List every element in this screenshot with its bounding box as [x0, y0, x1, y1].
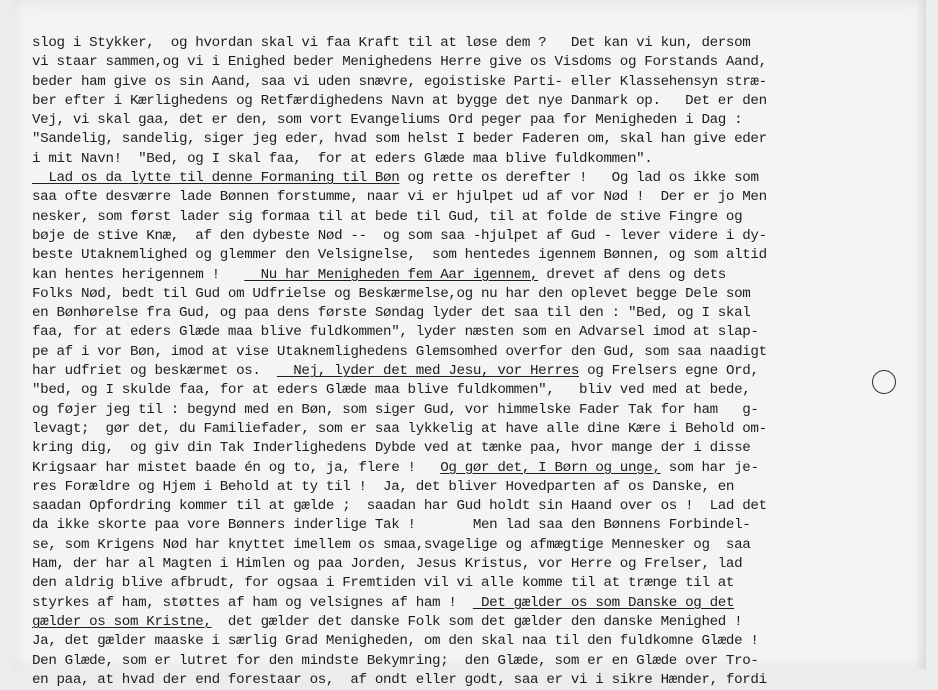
text-line	[32, 613, 922, 632]
text-line	[32, 671, 922, 690]
faded-header-marks	[292, 4, 712, 20]
typewritten-text	[32, 34, 922, 690]
text-run: "Sandelig, sandelig, siger jeg eder, hvad som helst I beder Faderen om, skal han give eder	[32, 131, 767, 148]
text-run: saa ofte desværre lade Bønnen forstumme, naar vi er hjulpet ud af vor Nød ! Der er jo Men	[32, 189, 767, 206]
text-run: en paa, at hvad der end forestaar os, af ondt eller godt, saa er vi i sikre Hænder, fordi	[32, 671, 767, 688]
text-line	[32, 420, 922, 439]
text-run: styrkes af ham, støttes af ham og velsignes af ham !	[32, 594, 473, 611]
text-line	[32, 323, 922, 342]
text-line	[32, 130, 922, 149]
text-run: kring dig, og giv din Tak Inderlighedens Dybde ved at tænke paa, hvor mange der i disse	[32, 440, 751, 457]
underlined-text-run: gælder os som Kristne,	[32, 613, 212, 630]
text-line	[32, 73, 922, 92]
text-line	[32, 208, 922, 227]
text-line	[32, 266, 922, 285]
text-run: Ja, det gælder maaske i særlig Grad Menigheden, om den skal naa til den fuldkomne Glæde !	[32, 633, 759, 650]
text-run: se, som Krigens Nød har knyttet imellem os smaa,svagelige og afmægtige Mennesker og saa	[32, 536, 751, 553]
text-run: Den Glæde, som er lutret for den mindste Bekymring; den Glæde, som er en Glæde over Tro-	[32, 652, 759, 669]
text-run: kan hentes herigennem !	[32, 266, 245, 283]
text-line	[32, 536, 922, 555]
text-line	[32, 53, 922, 72]
page-edge	[916, 0, 926, 669]
text-line	[32, 246, 922, 265]
text-line	[32, 188, 922, 207]
circle-mark	[872, 370, 896, 394]
text-line	[32, 594, 922, 613]
text-run: beste Utaknemlighed og glemmer den Velsignelse, som hentedes igennem Bønnen, og som altid	[32, 247, 767, 264]
text-line	[32, 304, 922, 323]
text-run: saadan Opfordring kommer til at gælde ; saadan har Gud holdt sin Haand over os ! Lad det	[32, 498, 767, 515]
text-line	[32, 478, 922, 497]
text-line	[32, 439, 922, 458]
text-run: beder ham give os sin Aand, saa vi uden snævre, egoistiske Parti- eller Klassehensyn stræ-	[32, 73, 767, 90]
text-line	[32, 381, 922, 400]
text-run: i mit Navn! "Bed, og I skal faa, for at eders Glæde maa blive fuldkommen".	[32, 150, 653, 167]
text-line	[32, 497, 922, 516]
text-line	[32, 574, 922, 593]
text-line	[32, 343, 922, 362]
text-run: ber efter i Kærlighedens og Retfærdighedens Navn at bygge det nye Danmark op. Det er den	[32, 92, 767, 109]
text-run: pe af i vor Bøn, imod at vise Utaknemlighedens Glemsomhed overfor den Gud, som saa naadigt	[32, 343, 767, 360]
text-run: drevet af dens og dets	[538, 266, 726, 283]
text-line	[32, 285, 922, 304]
text-run: slog i Stykker, og hvordan skal vi faa Kraft til at løse dem ? Det kan vi kun, dersom	[32, 35, 751, 51]
text-line	[32, 227, 922, 246]
text-line	[32, 652, 922, 671]
text-run: og rette os derefter ! Og lad os ikke som	[399, 170, 759, 187]
text-line	[32, 92, 922, 111]
text-line	[32, 459, 922, 478]
text-run: som har je-	[660, 459, 759, 476]
text-line	[32, 111, 922, 130]
text-run: "bed, og I skulde faa, for at eders Glæde maa blive fuldkommen", bliv ved med at bede,	[32, 382, 751, 399]
text-line	[32, 169, 922, 188]
text-run: og Frelsers egne Ord,	[579, 363, 759, 380]
text-line	[32, 632, 922, 651]
text-run: da ikke skorte paa vore Bønners inderlige Tak ! Men lad saa den Bønnens Forbindel-	[32, 517, 751, 534]
text-run: den aldrig blive afbrudt, for ogsaa i Fremtiden vil vi alle komme til at trænge til at	[32, 575, 735, 592]
text-run: Vej, vi skal gaa, det er den, som vort Evangeliums Ord peger paa for Menigheden i Dag :	[32, 112, 743, 129]
text-run: Ham, der har al Magten i Himlen og paa Jorden, Jesus Kristus, vor Herre og Frelser, lad	[32, 556, 743, 573]
text-run: nesker, som først lader sig formaa til at bede til Gud, til at folde de stive Fingre og	[32, 208, 743, 225]
underlined-text-run: Nej, lyder det med Jesu, vor Herres	[276, 363, 579, 380]
text-run: en Bønhørelse fra Gud, og paa dens første Søndag lyder det saa til den : "Bed, og I skal	[32, 305, 751, 322]
text-run: faa, for at eders Glæde maa blive fuldkommen", lyder næsten som en Advarsel imod at slap-	[32, 324, 759, 341]
text-line	[32, 401, 922, 420]
text-run: vi staar sammen,og vi i Enighed beder Menighedens Herre give os Visdoms og Forstands Aand,	[32, 54, 767, 71]
text-run: Krigsaar har mistet baade én og to, ja, flere !	[32, 459, 441, 476]
text-run: og føjer jeg til : begynd med en Bøn, som siger Gud, vor himmelske Fader Tak for ham g-	[32, 401, 759, 418]
text-run: bøje de stive Knæ, af den dybeste Nød -- og som saa -hjulpet af Gud - lever videre i dy-	[32, 227, 767, 244]
underlined-text-run: Og gør det, I Børn og unge,	[440, 459, 661, 476]
text-line	[32, 555, 922, 574]
underlined-text-run: Lad os da lytte til denne Formaning til Bøn	[32, 170, 400, 187]
text-run: har udfriet og beskærmet os.	[32, 363, 277, 380]
underlined-text-run: Det gælder os som Danske og det	[472, 594, 735, 611]
text-run: levagt; gør det, du Familiefader, som er saa lykkelig at have alle dine Kære i Behold om-	[32, 420, 767, 437]
text-run: Folks Nød, bedt til Gud om Udfrielse og Beskærmelse,og nu har den oplevet begge Dele som	[32, 285, 751, 302]
text-line	[32, 34, 922, 53]
underlined-text-run: Nu har Menigheden fem Aar igennem,	[244, 266, 539, 283]
text-line	[32, 516, 922, 535]
text-run: res Forældre og Hjem i Behold at ty til ! Ja, det bliver Hovedparten af os Danske, en	[32, 478, 735, 495]
text-line	[32, 362, 922, 381]
text-line	[32, 150, 922, 169]
text-run: det gælder det danske Folk som det gælder den danske Menighed !	[211, 613, 743, 630]
typewritten-page	[12, 0, 926, 688]
